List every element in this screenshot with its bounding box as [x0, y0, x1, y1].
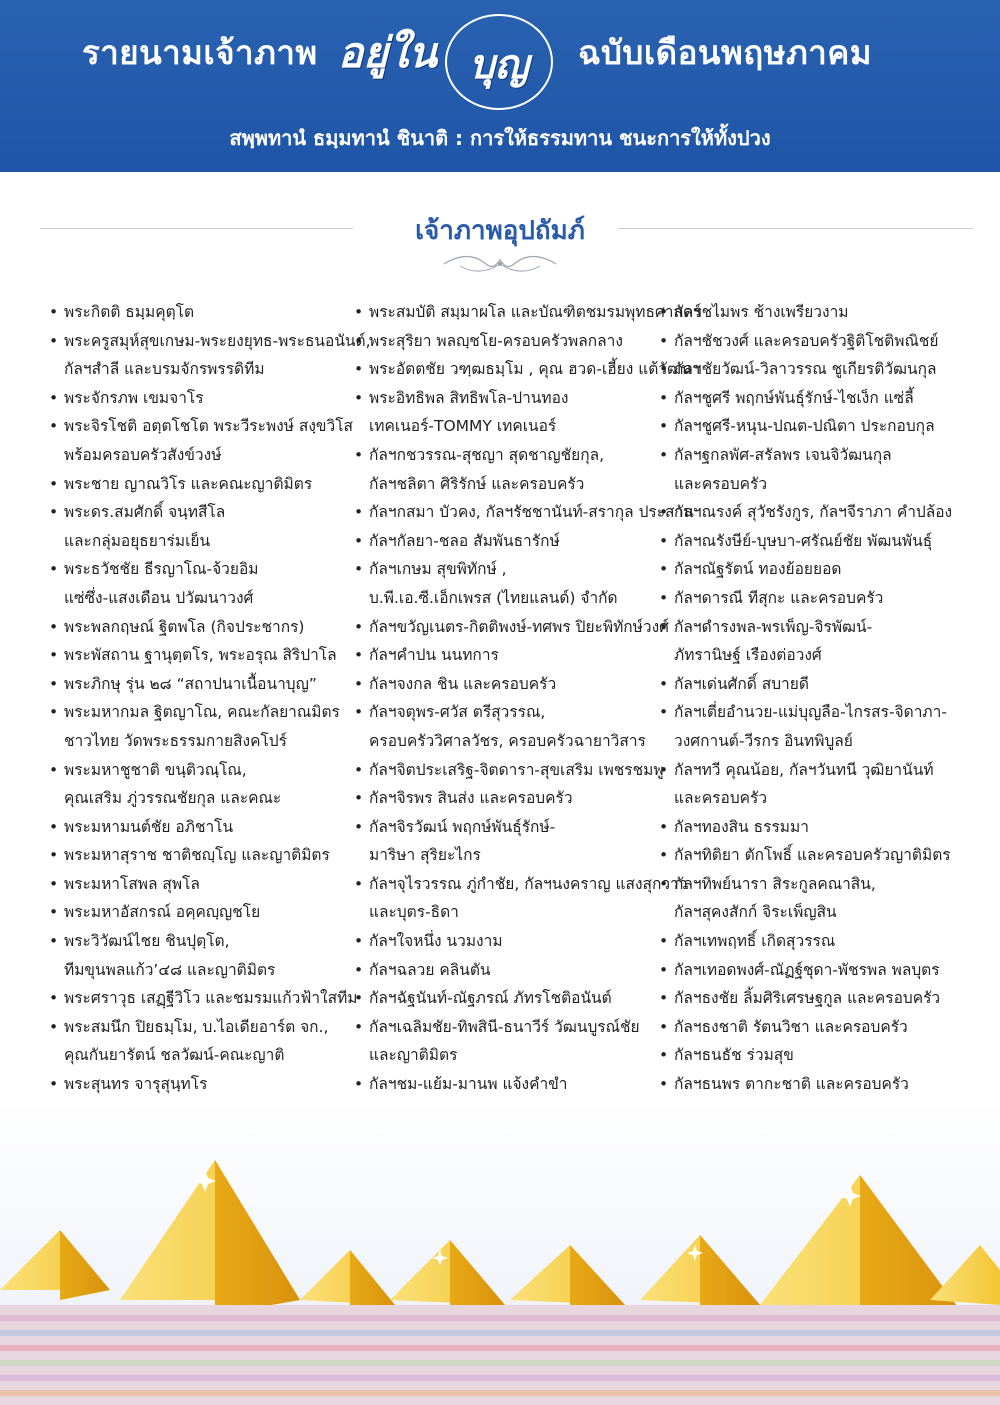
donor-entry-line: • พระวิวัฒน์ไชย ชินปุตฺโต, [64, 932, 230, 951]
donor-entry [353, 670, 657, 699]
donor-entry [353, 984, 657, 1013]
donor-entry-line: • กัลฯฐกลพัศ-สรัลพร เจนจิวัฒนกุล [674, 445, 892, 464]
donor-entry-line: มาริษา สุริยะไกร [369, 846, 481, 865]
donor-entry [658, 441, 978, 498]
donor-entry-line: • กัลฯณรงค์ สุวัชรังกูร, กัลฯจีราภา คำปล้อง [674, 503, 953, 522]
donor-entry [658, 384, 978, 413]
donor-entry [48, 1070, 348, 1099]
donor-entry-line: • พระอัตตชัย วฑฺฒธมฺโม , คุณ ฮวด-เฮี้ยง แต้วัฒนา [369, 360, 701, 379]
donor-column-3 [658, 298, 978, 1099]
donor-entry [353, 498, 694, 527]
donor-column-2 [353, 298, 702, 1099]
donor-entry-line: • กัลฯเทพฤทธิ์ เกิดสุวรรณ [674, 932, 836, 951]
crowd-band [0, 1305, 1000, 1405]
donor-entry [353, 784, 657, 813]
donor-entry [658, 870, 978, 927]
donor-entry [48, 898, 348, 927]
donor-entry-line: • กัลฯณรังษีย์-บุษบา-ศรัณย์ชัย พัฒนพันธุ์ [674, 531, 933, 550]
donor-entry-line: • พระกิตติ ธมฺมคุตฺโต [64, 303, 195, 321]
donor-entry [658, 355, 978, 384]
donor-entry-line: • กัลฯจิรวัฒน์ พฤกษ์พันธุ์รักษ์- [369, 817, 556, 836]
donor-entry-line: • พระพัสถาน ฐานุตฺตโร, พระอรุณ สิริปาโล [64, 646, 337, 665]
donor-entry [48, 613, 348, 642]
donor-entry [658, 841, 978, 870]
donor-entry-line: • พระศราวุธ เสฏฺฐีวิโว และชมรมแก้วฟ้าใสทีม [64, 989, 358, 1008]
donor-entry [658, 555, 978, 584]
donor-entry-line: • พระสุริยา พลญฺชโย-ครอบครัวพลกลาง [369, 331, 623, 350]
donor-entry [48, 498, 348, 555]
logo-circle [445, 14, 553, 110]
donor-entry-line: • กัลฯจงกล ชิน และครอบครัว [369, 674, 557, 693]
donor-entry-line: • กัลฯขวัญเนตร-กิตติพงษ์-ทศพร ปิยะพิทักษ์วงศ์ [369, 617, 670, 636]
donor-entry-line: • กัลฯกชวรรณ-สุชญา สุดชาญชัยกุล, [369, 445, 605, 464]
donor-entry-line: • กัลฯจิรพร สินส่ง และครอบครัว [369, 789, 573, 808]
donor-entry [658, 1070, 978, 1099]
donor-entry-line: • พระภิกษุ รุ่น ๒๘ “สถาปนาเนื้อนาบุญ” [64, 674, 317, 693]
donor-entry [353, 613, 670, 642]
donor-entry [48, 813, 348, 842]
donor-entry [353, 327, 657, 356]
donor-entry [48, 984, 358, 1013]
donor-entry-line: พร้อมครอบครัวสังข์วงษ์ [64, 445, 222, 464]
donor-entry-line: • กัลฯจิตประเสริฐ-จิตดารา-สุขเสริม เพชรชมพู [369, 760, 664, 779]
donor-entry [353, 641, 657, 670]
donor-entry-line: • กัลฯธนธัช ร่วมสุข [674, 1046, 794, 1065]
donor-entry-line: • กัลฯชูศรี พฤกษ์พันธุ์รักษ์-ไชเง็ก แซ่ลี้ [674, 388, 914, 407]
donor-entry-line: • กัลฯดำรงพล-พรเพ็ญ-จิรพัฒน์- [674, 617, 873, 636]
donor-entry [48, 756, 348, 813]
donor-entry-line: • พระมหาสุราช ชาติชญฺโญ และญาติมิตร [64, 846, 330, 865]
donor-entry [658, 698, 978, 755]
donor-entry [48, 1013, 348, 1070]
logo-script-text: อยู่ใน [338, 28, 438, 77]
donor-entry-line: ครอบครัววิศาลวัชร, ครอบครัวฉายาวิสาร [369, 731, 646, 750]
logo-circle-text: บุญ [469, 41, 529, 88]
donor-entry [658, 956, 978, 985]
header-title-right: ฉบับเดือนพฤษภาคม [578, 33, 873, 72]
donor-entry-line: • พระจิรโชติ อตฺตโชโต พระวีระพงษ์ สงฺขวิโส [64, 417, 353, 436]
donor-entry [658, 1041, 978, 1070]
donor-entry-line: ภัทรานิษฐ์ เรืองต่อวงศ์ [674, 646, 822, 665]
donor-entry [48, 927, 348, 984]
section-title: เจ้าภาพอุปถัมภ์ [415, 216, 585, 246]
donor-entry-line: • กัลฯชัยวัฒน์-วิลาวรรณ ชูเกียรติวัฒนกุล [674, 360, 937, 379]
donor-entry-line: วงศกานต์-วีรกร อินทพิบูลย์ [674, 731, 853, 750]
donor-entry-line: และญาติมิตร [369, 1046, 458, 1065]
donor-entry [353, 813, 657, 870]
donor-entry-line: • กัลฯเฉลิมชัย-ทิพสินี-ธนาวีร์ วัฒนบูรณ์ชัย [369, 1017, 640, 1036]
donor-entry [48, 384, 348, 413]
donor-entry [658, 756, 978, 813]
donor-entry-line: • กัลฯธงชัย ลิ้มศิริเศรษฐกูล และครอบครัว [674, 989, 941, 1008]
donor-entry-line: • กัลฯฉัฐนันท์-ณัฐภรณ์ ภัทรโชติอนันต์ [369, 989, 612, 1008]
donor-entry-line: • กัลฯทวี คุณน้อย, กัลฯวันทนี วุฒิยานันท์ [674, 760, 934, 779]
donor-entry [658, 298, 978, 327]
donor-entry [658, 613, 978, 670]
donor-entry-line: และบุตร-ธิดา [369, 903, 459, 922]
donor-entry-line: • กัลฯทองสิน ธรรมมา [674, 817, 809, 836]
donor-entry [658, 670, 978, 699]
donor-entry-line: • พระสมบัติ สมฺมาผโล และบัณฑิตชมรมพุทธศาสตร์ [369, 303, 702, 321]
donor-entry [48, 298, 348, 327]
donor-entry-line: • กัลฯณัฐรัตน์ ทองย้อยยอด [674, 560, 842, 579]
donor-entry-line: • กัลฯชูศรี-หนุน-ปณต-ปณิตา ประกอบกุล [674, 417, 935, 436]
donor-column-1 [48, 298, 371, 1099]
donor-entry [658, 527, 978, 556]
header-subtitle: สพฺพทานํ ธมฺมทานํ ชินาติ : การให้ธรรมทาน ชนะการให้ทั้งปวง [229, 126, 771, 150]
donor-entry-line: • กัลฯชไมพร ช้างเพรียวงาม [674, 303, 849, 321]
donor-entry [353, 956, 657, 985]
donor-entry-line: คุณกันยารัตน์ ชลวัฒน์-คณะญาติ [64, 1046, 285, 1065]
donor-entry-line: • กัลฯกสมา บัวคง, กัลฯรัชชานันท์-สรากุล ประสาน [369, 503, 694, 522]
donor-entry [658, 813, 978, 842]
donor-entry-line: • กัลฯธงชาติ รัตนวิชา และครอบครัว [674, 1017, 908, 1036]
pagoda-scene-illustration [0, 1100, 1000, 1405]
donor-entry-line: และครอบครัว [674, 474, 768, 493]
donor-entry [48, 841, 348, 870]
donor-entry [48, 670, 348, 699]
donor-entry [353, 384, 657, 441]
header-banner [0, 0, 1000, 172]
donor-entry [658, 327, 978, 356]
donor-entry [658, 927, 978, 956]
header-title-left: รายนามเจ้าภาพ [82, 33, 318, 72]
donor-entry-line: • พระมหาชูชาติ ขนฺติวณฺโณ, [64, 760, 247, 779]
donor-entry [658, 412, 978, 441]
section-rule-right [618, 228, 973, 229]
donor-entry-line: • กัลฯชัชวงศ์ และครอบครัวฐิติโชติพณิชย์ [674, 331, 939, 350]
donor-entry [658, 498, 978, 527]
donor-entry [353, 756, 664, 785]
donor-entry-line: • พระครูสมุห์สุขเกษม-พระยงยุทธ-พระธนอนันต์, [64, 331, 371, 350]
donor-entry-line: • กัลฯกัลยา-ชลอ สัมพันธารักษ์ [369, 531, 560, 550]
donor-entry-line: กัลฯชลิตา ศิริรักษ์ และครอบครัว [369, 474, 585, 493]
donor-entry-line: • พระมหามนต์ชัย อภิชาโน [64, 817, 234, 836]
donor-entry [48, 327, 371, 384]
donor-entry [658, 584, 978, 613]
donor-entry-line: • กัลฯธนพร ตากะชาติ และครอบครัว [674, 1075, 909, 1094]
donor-entry-line: • กัลฯคำปน นนทการ [369, 646, 499, 665]
donor-entry-line: กัลฯสุคงสักก์ จิระเพ็ญสิน [674, 903, 837, 922]
donor-entry-line: • พระอิทธิพล สิทธิพโล-ปานทอง [369, 388, 569, 407]
ornament-divider-icon [440, 252, 560, 276]
donor-entry [353, 298, 702, 327]
donor-entry [48, 412, 353, 469]
donor-entry-line: • พระจักรภพ เขมจาโร [64, 388, 204, 407]
donor-entry-line: เทคเนอร์-TOMMY เทคเนอร์ [369, 417, 557, 436]
donor-entry-line: • กัลฯใจหนึ่ง นวมงาม [369, 932, 503, 951]
donor-entry-line: กัลฯสำลี และบรมจักรพรรดิทีม [64, 360, 265, 379]
donor-entry [353, 1070, 657, 1099]
donor-entry-line: • กัลฯทิพย์นารา สิระกูลคณาสิน, [674, 874, 876, 893]
donor-entry-line: • กัลฯเกษม สุขพิทักษ์ , [369, 560, 507, 579]
donor-entry-line: • พระดร.สมศักดิ์ จนฺทสีโล [64, 503, 226, 522]
donor-entry [658, 1013, 978, 1042]
donor-entry [353, 441, 657, 498]
donor-entry [353, 527, 657, 556]
donor-entry-line: • กัลฯจตุพร-ศวัส ตรีสุวรรณ, [369, 703, 546, 722]
donor-entry [48, 641, 348, 670]
donor-entry-line: • กัลฯทิติยา ตักโพธิ์ และครอบครัวญาติมิตร [674, 846, 951, 865]
donor-entry-line: • กัลฯฉลวย คลินตัน [369, 960, 491, 979]
donor-entry-line: • กัลฯจุไรวรรณ ภู่กำชัย, กัลฯนงคราญ แสงสุกวาว [369, 874, 688, 893]
donor-entry-line: • พระชาย ญาณวิโร และคณะญาติมิตร [64, 474, 313, 493]
donor-entry [353, 355, 701, 384]
donor-entry-line: ชาวไทย วัดพระธรรมกายสิงคโปร์ [64, 731, 287, 750]
donor-entry-line: และครอบครัว [674, 789, 768, 808]
donor-entry-line: • พระสุนทร จารุสุนฺทโร [64, 1075, 208, 1094]
donor-entry-line: • พระมหาอัสกรณ์ อคฺคญฺญชโย [64, 903, 261, 922]
donor-entry-line: • พระมหากมล ฐิตญาโณ, คณะกัลยาณมิตร [64, 703, 340, 722]
donor-entry [353, 870, 688, 927]
donor-entry-line: แซ่ซึ่ง-แสงเดือน ปวัฒนาวงศ์ [64, 588, 254, 607]
donor-entry [353, 927, 657, 956]
donor-entry-line: • พระพลกฤษณ์ ฐิตพโล (กิจประชากร) [64, 617, 305, 636]
donor-entry-line: • พระธวัชชัย ธีรญาโณ-จ้วยอิม [64, 560, 259, 579]
donor-entry-line: บ.พี.เอ.ซี.เอ็กเพรส (ไทยแลนด์) จำกัด [369, 588, 618, 607]
donor-entry [353, 555, 657, 612]
donor-entry-line: และกลุ่มอยุธยาร่มเย็น [64, 531, 211, 550]
donor-entry-line: ทีมขุนพลแก้ว’๔๘ และญาติมิตร [64, 960, 276, 979]
donor-entry-line: • พระมหาโสพล สุพโล [64, 874, 200, 893]
donor-entry [353, 1013, 657, 1070]
donor-entry [658, 984, 978, 1013]
donor-entry [48, 870, 348, 899]
donor-entry [48, 555, 348, 612]
donor-entry-line: • กัลฯเทอดพงศ์-ณัฏฐ์ชุดา-พัชรพล พลบุตร [674, 960, 940, 979]
donor-entry-line: • กัลฯเด่นศักดิ์ สบายดี [674, 674, 809, 693]
donor-entry-line: คุณเสริม ภู่วรรณชัยกุล และคณะ [64, 789, 282, 808]
donor-entry [48, 698, 348, 755]
donor-entry [48, 470, 348, 499]
donor-entry-line: • พระสมนึก ปิยธมฺโม, บ.ไอเดียอาร์ต จก., [64, 1017, 329, 1036]
donor-entry-line: • กัลฯเตี่ยอำนวย-แม่บุญลือ-ไกรสร-จิดาภา- [674, 703, 947, 722]
donor-entry [353, 698, 657, 755]
donor-entry-line: • กัลฯดารณี ทีสุกะ และครอบครัว [674, 588, 884, 607]
donor-entry-line: • กัลฯชม-แย้ม-มานพ แจ้งคำขำ [369, 1075, 568, 1094]
